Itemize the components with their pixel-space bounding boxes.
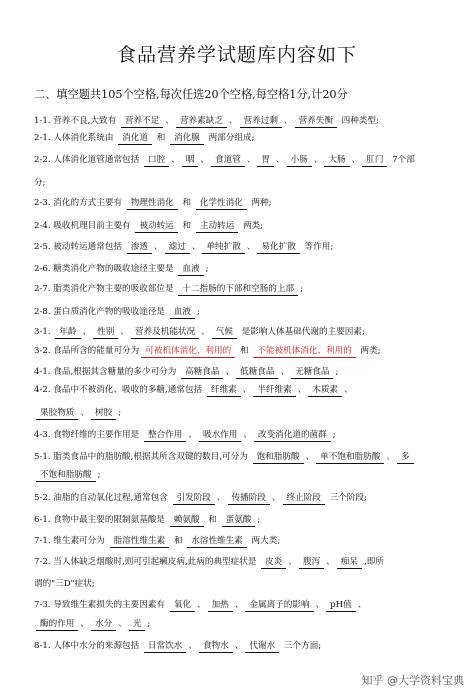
answer-blank: 赖氨酸 (170, 515, 204, 527)
question-text: 、 (80, 619, 89, 629)
question-text: 、 (313, 155, 323, 165)
question-text: 2-3. 消化的方式主要有 (34, 198, 125, 208)
answer-blank: 纤维素 (207, 385, 241, 397)
answer-blank: 水溶性维生素 (187, 536, 247, 548)
question-text: 8-1. 人体中水分的来源包括 (34, 641, 142, 651)
question-text: 、 (188, 430, 197, 440)
question-text: 、 (280, 367, 290, 377)
answer-blank: 树胶 (91, 408, 116, 420)
question-text: ; (118, 408, 122, 418)
answer-blank: 整合作用 (144, 430, 186, 442)
question-text: 、 (80, 408, 89, 418)
question-line (34, 198, 272, 210)
answer-blank: 传播阶段 (228, 493, 270, 505)
answer-blank: 咽 (182, 155, 199, 167)
answer-blank: 滤过 (165, 242, 190, 254)
answer-blank: 单不饱和脂肪酸 (316, 452, 384, 464)
answer-blank: 日常饮水 (144, 641, 186, 653)
question-line (34, 116, 379, 128)
question-text: ; (196, 307, 200, 317)
question-text: 、 (154, 242, 163, 252)
answer-blank: 皮炎 (261, 557, 286, 569)
answer-blank: 改变消化道的菌群 (254, 430, 331, 442)
answer-blank: 饱和脂肪酸 (253, 452, 304, 464)
question-text: 和 (237, 346, 252, 356)
question-text: 、 (305, 452, 315, 462)
question-line (34, 221, 263, 233)
question-text: 、 (188, 641, 197, 651)
answer-blank: 加热 (208, 600, 233, 612)
answer-blank: 食物水 (199, 641, 233, 653)
question-text: ; (332, 430, 336, 440)
answer-blank: 性别 (93, 327, 118, 339)
question-text: 3-2. 食品所含的能量可分为 (34, 346, 140, 356)
answer-blank: 主动转运 (196, 221, 238, 233)
answer-blank: 氧化 (170, 600, 195, 612)
question-text: 、 (225, 367, 235, 377)
question-text: 、 (288, 557, 297, 567)
answer-blank: 引发阶段 (173, 493, 215, 505)
section-heading: 二、填空题共105个空格,每次任选20个空格,每空格1分,计20分 (34, 88, 348, 101)
question-text: 、 (216, 493, 226, 503)
answer-blank: 气候 (212, 327, 237, 339)
answer-blank: 营养不足 (121, 116, 163, 128)
answer-blank: 吸水作用 (199, 430, 241, 442)
question-text: 三个方面; (281, 641, 322, 651)
answer-blank: 化学性消化 (196, 198, 247, 210)
answer-blank: 低糖食品 (236, 367, 278, 379)
question-text: 6-1. 食物中最主要的限制氨基酸是 (34, 515, 168, 525)
question-line (34, 430, 336, 442)
question-line (34, 619, 150, 631)
question-text: 两类; (357, 346, 381, 356)
answer-blank: 十二指肠的下部和空肠的上部 (178, 284, 298, 296)
question-text: 、 (171, 155, 180, 165)
answer-blank: 可被机体消化、利用的 (141, 346, 235, 358)
question-line (34, 307, 200, 319)
answer-blank: 酶的作用 (36, 619, 78, 631)
question-text: 两类; (240, 221, 264, 231)
answer-blank: 血液 (170, 307, 195, 319)
question-text: 、 (246, 155, 256, 165)
question-text: 2-6. 糖类消化产物的吸收途径主要是 (34, 264, 177, 274)
answer-blank: 物理性消化 (127, 198, 178, 210)
answer-blank: 多 (397, 452, 414, 464)
question-text: 、 (82, 327, 92, 337)
question-text: 、 (276, 155, 285, 165)
answer-blank: 脂溶性维生素 (110, 536, 170, 548)
answer-blank: 腹泻 (299, 557, 324, 569)
question-text: 和 (179, 198, 194, 208)
question-text: 2-1. 人体消化系统由 (34, 133, 117, 143)
answer-blank: 大肠 (324, 155, 349, 167)
question-text: 、 (326, 557, 335, 567)
question-text: ,即所 (363, 557, 384, 567)
answer-blank: 被动转运 (135, 221, 177, 233)
question-text: 两部分组成; (205, 133, 255, 143)
question-text: 和 (171, 536, 186, 546)
question-text: ; (147, 619, 151, 629)
question-text: 、 (165, 116, 174, 126)
question-text: 、 (201, 327, 210, 337)
question-line (34, 133, 254, 145)
answer-blank: 小肠 (287, 155, 312, 167)
answer-blank: 肛门 (362, 155, 387, 167)
answer-blank: 渗透 (127, 242, 152, 254)
answer-blank: 蛋氨酸 (222, 515, 256, 527)
answer-blank: 光 (129, 619, 146, 631)
question-line (34, 284, 303, 296)
answer-blank: 代谢水 (245, 641, 279, 653)
question-text: 两大类; (248, 536, 281, 546)
question-text: 、 (120, 327, 129, 337)
question-line (34, 536, 280, 548)
answer-blank: 果胶物质 (36, 408, 78, 420)
question-text: 、 (234, 641, 244, 651)
question-text: 、 (242, 385, 252, 395)
question-text: 2-4. 吸收机理目前主要有 (34, 221, 134, 231)
question-text: 谓的"三D"症状; (34, 579, 95, 589)
answer-blank: 木质素 (308, 385, 342, 397)
question-text: 、 (118, 619, 127, 629)
question-text: 7-2. 当人体缺乏烟酸时,则可引起癞皮病,此病的典型症状是 (34, 557, 260, 567)
question-text: ; (97, 470, 101, 480)
question-text: 2-8. 蛋白质消化产物的吸收途径是 (34, 307, 168, 317)
question-line (34, 557, 384, 569)
watermark: 知乎 @大学资料宝典 (361, 674, 464, 687)
question-text: 、 (200, 155, 210, 165)
answer-blank: 消化道 (118, 133, 152, 145)
question-line (34, 327, 365, 339)
answer-blank: 血液 (178, 264, 203, 276)
question-text: 两种; (248, 198, 272, 208)
question-line (34, 385, 353, 397)
question-text: 、 (344, 385, 353, 395)
question-text: 三个阶段; (326, 493, 367, 503)
answer-blank: 营养及机能状况 (131, 327, 199, 339)
question-text: 和 (205, 515, 220, 525)
question-line (34, 600, 366, 612)
answer-blank: 不能被机体消化、利用的 (253, 346, 356, 358)
answer-blank: pH值 (326, 600, 356, 612)
answer-blank: 营养素缺乏 (176, 116, 227, 128)
answer-blank: 营养过剩 (240, 116, 282, 128)
question-text: 、 (196, 600, 206, 610)
question-line (34, 408, 121, 420)
page-title: 食品营养学试题库内容如下 (116, 44, 357, 66)
question-text: 和 (179, 221, 194, 231)
question-text: 、 (243, 430, 252, 440)
answer-blank: 易化扩散 (257, 242, 299, 254)
question-text: 1-1. 营养不良,大致有 (34, 116, 119, 126)
question-text: 、 (357, 600, 367, 610)
question-text: 4-2. 食品中不被消化、吸收的多糖,通常包括 (34, 385, 205, 395)
answer-blank: 不饱和脂肪酸 (36, 470, 96, 482)
question-text: 3-1. (34, 327, 54, 337)
question-text: 、 (228, 116, 238, 126)
answer-blank: 年龄 (55, 327, 80, 339)
question-line (34, 515, 260, 527)
question-text: 是影响人体基础代谢的主要因素; (238, 327, 365, 337)
question-text: 、 (297, 385, 307, 395)
question-text: 、 (283, 116, 293, 126)
answer-blank: 痴呆 (337, 557, 362, 569)
question-text: 四种类型; (338, 116, 379, 126)
question-text: 、 (386, 452, 395, 462)
question-text: 4-3. 食物纤维的主要作用是 (34, 430, 142, 440)
answer-blank: 水分 (91, 619, 116, 631)
answer-blank: 消化腺 (170, 133, 204, 145)
question-line (34, 641, 321, 653)
answer-blank: 胃 (257, 155, 274, 167)
question-text: 4-1. 食品,根据其含糖量的多少可分为 (34, 367, 180, 377)
question-text: 2-2. 人体消化道管通常包括 (34, 155, 142, 165)
question-text: 分; (34, 178, 46, 188)
question-text: 2-7. 脂类消化产物主要的吸收部位是 (34, 284, 177, 294)
question-text: 、 (351, 155, 361, 165)
answer-blank: 终止阶段 (283, 493, 325, 505)
question-text: 、 (191, 242, 201, 252)
answer-blank: 无糖食品 (291, 367, 333, 379)
question-line (34, 155, 415, 167)
question-line (34, 452, 416, 464)
question-text: 、 (246, 242, 256, 252)
question-text: 5-2. 油脂的自动氧化过程,通常包含 (34, 493, 171, 503)
question-text: ; (205, 264, 209, 274)
question-text: 7-3. 导致维生素损失的主要因素有 (34, 600, 168, 610)
question-text: 、 (271, 493, 281, 503)
question-line (34, 367, 338, 379)
question-text: 7-1. 维生素可分为 (34, 536, 108, 546)
question-text: 7个部 (389, 155, 415, 165)
question-text: ; (335, 367, 339, 377)
question-text: ; (257, 515, 261, 525)
answer-blank: 口腔 (144, 155, 169, 167)
question-line (34, 178, 46, 189)
question-text: 2-5. 被动转运通常包括 (34, 242, 125, 252)
question-line (34, 470, 100, 482)
question-line (34, 579, 95, 590)
question-text: 和 (154, 133, 169, 143)
answer-blank: 半纤维素 (253, 385, 295, 397)
answer-blank: 高糖食品 (181, 367, 223, 379)
answer-blank: 单纯扩散 (202, 242, 244, 254)
answer-blank: 食道管 (211, 155, 245, 167)
answer-blank: 金属离子的影响 (245, 600, 313, 612)
question-line (34, 493, 367, 505)
question-text: 、 (315, 600, 325, 610)
question-line (34, 346, 381, 358)
question-text: 等作用; (301, 242, 334, 252)
question-line (34, 264, 208, 276)
question-text: 、 (234, 600, 244, 610)
question-text: 5-1. 脂类食品中的脂肪酸,根据其所含双键的数目,可分为 (34, 452, 251, 462)
question-line (34, 242, 333, 254)
question-text: ; (300, 284, 303, 294)
answer-blank: 营养失衡 (295, 116, 337, 128)
